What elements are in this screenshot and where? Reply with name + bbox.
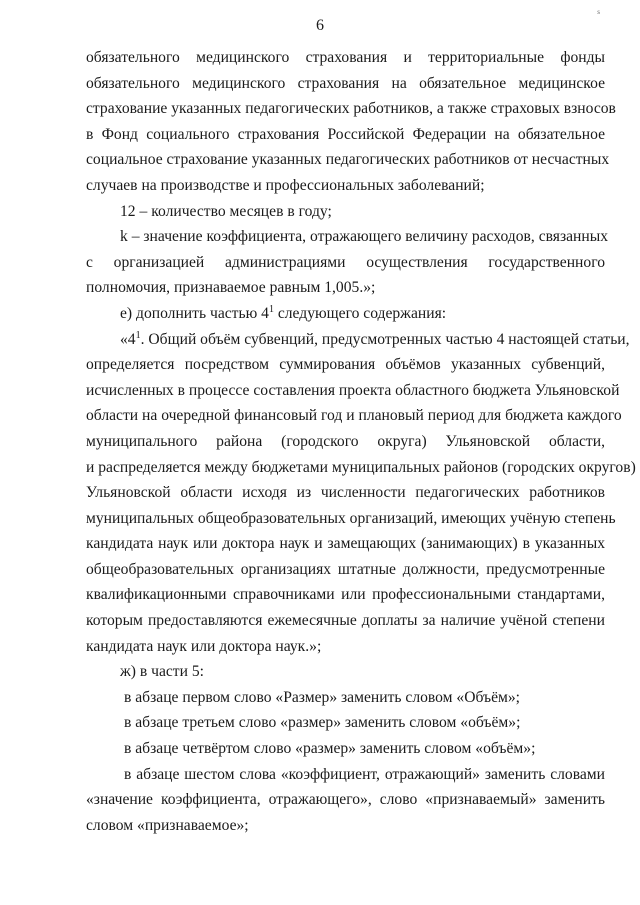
text-line: в абзаце шестом слова «коэффициент, отражающий» заменить словами xyxy=(124,765,605,783)
text-line: обязательного медицинского страхования и территориальные фонды xyxy=(86,49,605,66)
page-number: 6 xyxy=(316,17,324,34)
superscript: 1 xyxy=(268,303,274,315)
text-fragment: «4 xyxy=(120,330,136,348)
text-line: случаев на производстве и профессиональных заболеваний; xyxy=(86,176,485,194)
text-line: с организацией администрациями осуществления государственного xyxy=(86,253,605,271)
text-line: муниципальных общеобразовательных организаций, имеющих учёную степень xyxy=(86,509,616,527)
text-line: области на очередной финансовый год и плановый период для бюджета каждого xyxy=(86,407,622,425)
text-line: в абзаце четвёртом слово «размер» заменить словом «объём»; xyxy=(124,740,536,758)
text-line xyxy=(86,301,605,327)
text-line: квалификационными справочниками или профессиональными стандартами, xyxy=(86,586,605,604)
text-line: в абзаце первом слово «Размер» заменить словом «Объём»; xyxy=(124,688,521,706)
corner-mark: s xyxy=(597,8,600,16)
text-line: и распределяется между бюджетами муниципальных районов (городских округов) xyxy=(86,458,636,476)
text-line: в абзаце третьем слово «размер» заменить словом «объём»; xyxy=(124,714,521,732)
text-line: полномочия, признаваемое равным 1,005.»; xyxy=(86,279,376,297)
text-line: ж) в части 5: xyxy=(120,663,204,681)
text-line: страхование указанных педагогических работников, а также страховых взносов xyxy=(86,100,616,118)
text-line: определяется посредством суммирования объёмов указанных субвенций, xyxy=(86,356,605,374)
text-line: словом «признаваемое»; xyxy=(86,816,249,834)
text-line: исчисленных в процессе составления проекта областного бюджета Ульяновской xyxy=(86,381,620,399)
text-fragment: следующего содержания: xyxy=(273,304,447,322)
superscript: 1 xyxy=(135,329,141,341)
text-line: в Фонд социального страхования Российской Федерации на обязательное xyxy=(86,125,605,143)
text-line: которым предоставляются ежемесячные доплаты за наличие учёной степени xyxy=(86,612,605,630)
text-line xyxy=(86,327,630,353)
text-line: Ульяновской области исходя из численности педагогических работников xyxy=(86,484,605,502)
text-line: обязательного медицинского страхования на обязательное медицинское xyxy=(86,74,605,92)
text-line: 12 – количество месяцев в году; xyxy=(120,202,332,220)
text-line: k – значение коэффициента, отражающего величину расходов, связанных xyxy=(120,228,608,246)
text-line: муниципального района (городского округа) Ульяновской области, xyxy=(86,432,605,450)
text-line: кандидата наук или доктора наук.»; xyxy=(86,637,322,655)
text-line: социальное страхование указанных педагогических работников от несчастных xyxy=(86,151,610,169)
text-fragment: е) дополнить частью 4 xyxy=(120,304,269,322)
text-line: кандидата наук или доктора наук и замещающих (занимающих) в указанных xyxy=(86,535,605,553)
text-line: «значение коэффициента, отражающего», слово «признаваемый» заменить xyxy=(86,791,605,809)
text-line: общеобразовательных организациях штатные должности, предусмотренные xyxy=(86,560,605,578)
text-fragment: . Общий объём субвенций, предусмотренных частью 4 настоящей статьи, xyxy=(140,330,630,348)
document-body xyxy=(86,45,636,838)
